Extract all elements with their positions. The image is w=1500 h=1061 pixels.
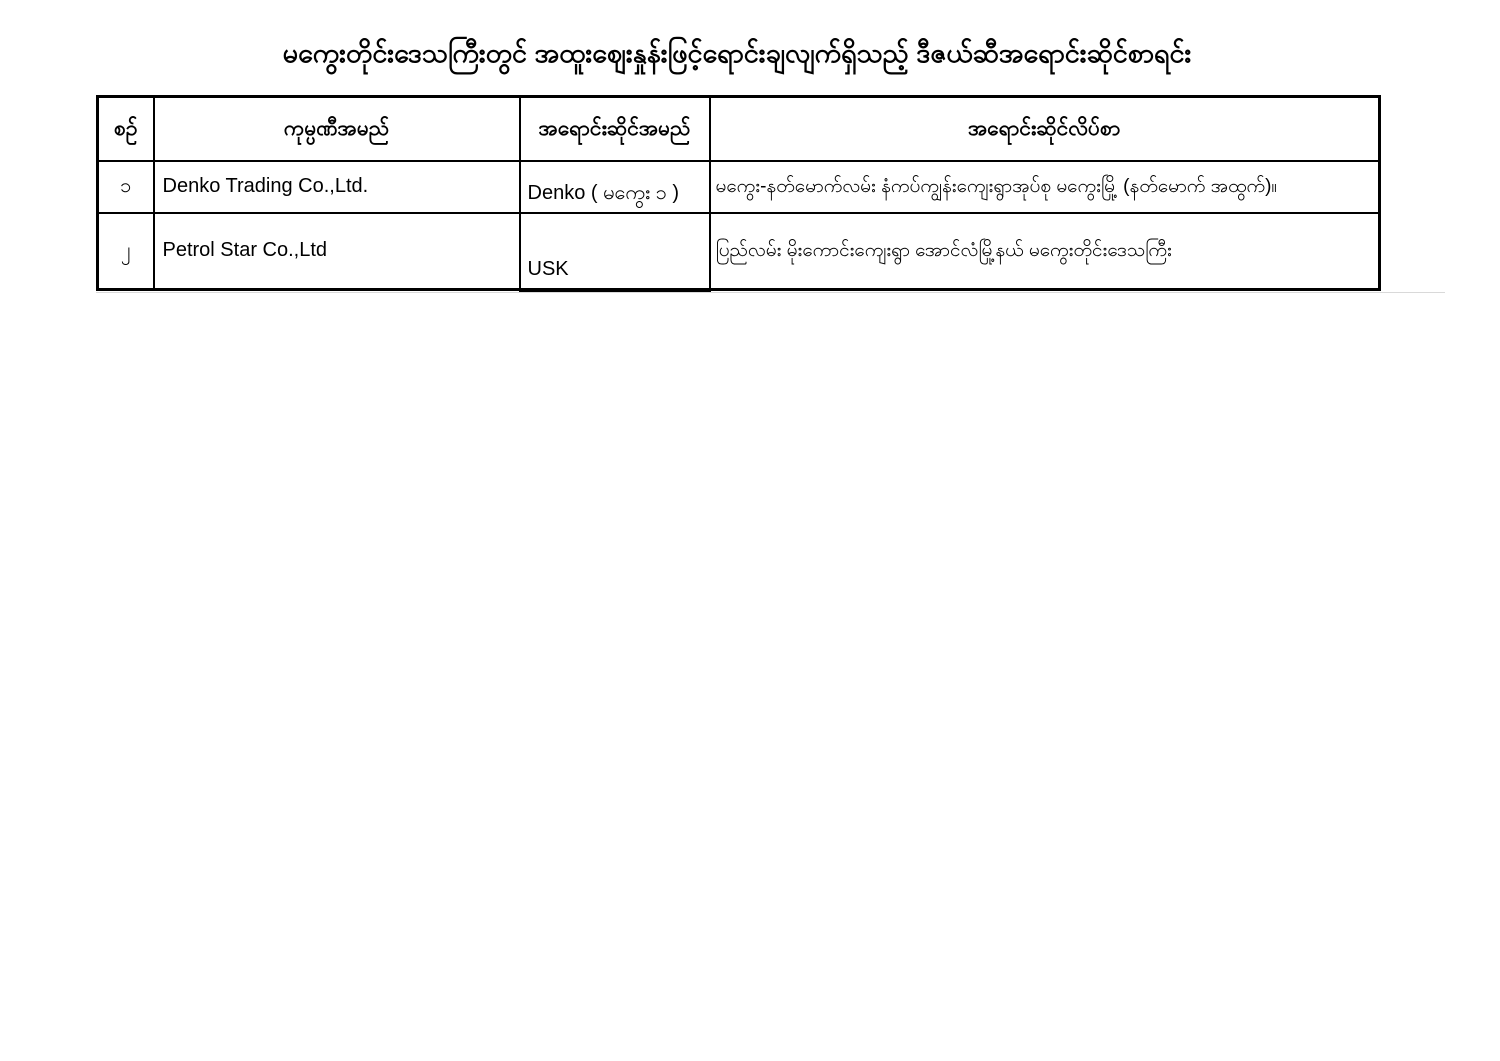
column-header-no: စဉ်: [98, 97, 154, 161]
shop-name-cell: USK: [520, 213, 710, 290]
table-row: [98, 161, 1380, 213]
column-header-shop-name: အရောင်းဆိုင်အမည်: [520, 97, 710, 161]
page-title: မကွေးတိုင်းဒေသကြီးတွင် အထူးဈေးနှုန်းဖြင့်ရောင်းချလျက်ရှိသည့် ဒီဇယ်ဆီအရောင်းဆိုင်စာရင်း: [282, 38, 1192, 68]
table-header-row: [98, 97, 1380, 161]
page-bottom-gridline: [96, 292, 1445, 293]
company-name-cell: Petrol Star Co.,Ltd: [154, 213, 520, 290]
row-number-cell: ၂: [98, 213, 154, 290]
company-name-cell: Denko Trading Co.,Ltd.: [154, 161, 520, 213]
column-header-shop-address: အရောင်းဆိုင်လိပ်စာ: [710, 97, 1380, 161]
shop-list-table: [96, 95, 1381, 292]
table-row: [98, 213, 1380, 290]
shop-address-cell: ပြည်လမ်း မိုးကောင်းကျေးရွာ အောင်လံမြို့နယ် မကွေးတိုင်းဒေသကြီး: [710, 213, 1380, 290]
shop-name-cell: Denko ( မကွေး ၁ ): [520, 161, 710, 213]
column-header-company-name: ကုမ္ပဏီအမည်: [154, 97, 520, 161]
row-number-cell: ၁: [98, 161, 154, 213]
shop-address-cell: မကွေး-နတ်မောက်လမ်း နံကပ်ကျွန်းကျေးရွာအုပ်စု မကွေးမြို့ (နတ်မောက် အထွက်)။: [710, 161, 1380, 213]
